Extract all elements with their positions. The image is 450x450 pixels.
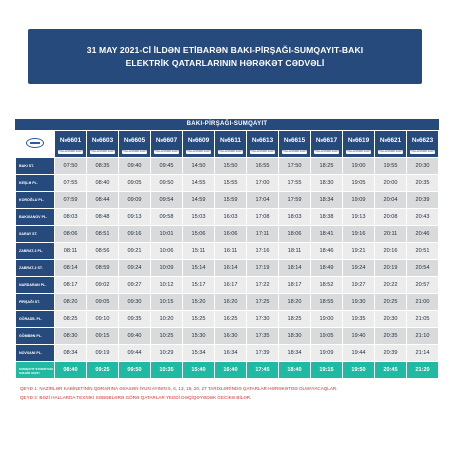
train-header-row [16, 131, 438, 157]
train-number: №6601 [59, 137, 82, 144]
train-sub-label: YOLLAYANDIR SAATI [58, 150, 83, 153]
departure-time: 10:25 [151, 328, 182, 344]
departure-time: 10:29 [151, 345, 182, 361]
departure-time: 17:16 [247, 243, 278, 259]
departure-time: 20:22 [375, 277, 406, 293]
adY-logo-icon [26, 138, 44, 148]
departure-time: 09:54 [151, 192, 182, 208]
schedule-row [16, 226, 438, 242]
train-sub-label: YOLLAYANDIR SAATI [186, 150, 211, 153]
departure-time: 21:00 [407, 294, 438, 310]
departure-time: 20:08 [375, 209, 406, 225]
departure-time: 09:02 [87, 277, 118, 293]
departure-time: 09:35 [119, 311, 150, 327]
departure-time: 08:03 [55, 209, 86, 225]
departure-time: 15:59 [215, 192, 246, 208]
departure-time: 10:20 [151, 311, 182, 327]
departure-time: 18:14 [279, 260, 310, 276]
departure-time: 17:50 [279, 158, 310, 174]
schedule-row [16, 260, 438, 276]
note-2: QEYD 2: BƏZİ HALLARDA TEXNİKİ SƏBƏBLƏRƏ GÖRƏ QATARLAR YEDDİ DƏQİQƏYƏDƏK GECİKƏ BİLƏR. [20, 395, 252, 400]
departure-time: 18:11 [279, 243, 310, 259]
station-name: BAKI ST. [16, 158, 54, 174]
arrival-time: 17:45 [247, 362, 278, 378]
departure-time: 08:06 [55, 226, 86, 242]
station-name: PİRŞAĞI ST. [16, 294, 54, 310]
arrival-time: 09:50 [119, 362, 150, 378]
departure-time: 10:06 [151, 243, 182, 259]
departure-time: 17:19 [247, 260, 278, 276]
departure-time: 09:19 [87, 345, 118, 361]
departure-time: 09:13 [119, 209, 150, 225]
departure-time: 09:05 [87, 294, 118, 310]
departure-time: 15:34 [183, 345, 214, 361]
departure-time: 08:11 [55, 243, 86, 259]
departure-time: 08:51 [87, 226, 118, 242]
train-header [343, 131, 374, 157]
train-sub-label: YOLLAYANDIR SAATI [90, 150, 115, 153]
departure-time: 08:25 [55, 311, 86, 327]
departure-time: 20:43 [407, 209, 438, 225]
departure-time: 16:20 [215, 294, 246, 310]
departure-time: 18:25 [311, 158, 342, 174]
title-line-1: 31 MAY 2021-Cİ İLDƏN ETİBARƏN BAKI-PİRŞAĞI-SUMQAYIT-BAKI [86, 44, 364, 55]
train-number: №6607 [155, 137, 178, 144]
arrival-time: 09:25 [87, 362, 118, 378]
departure-time: 20:25 [375, 294, 406, 310]
departure-time: 10:12 [151, 277, 182, 293]
departure-time: 09:45 [151, 158, 182, 174]
departure-time: 15:11 [183, 243, 214, 259]
departure-time: 17:04 [247, 192, 278, 208]
departure-time: 09:10 [87, 311, 118, 327]
departure-time: 07:50 [55, 158, 86, 174]
schedule-row [16, 175, 438, 191]
station-name: BAKIXANOV PL. [16, 209, 54, 225]
train-number: №6613 [251, 137, 274, 144]
departure-time: 19:40 [343, 328, 374, 344]
arrival-time: 18:40 [279, 362, 310, 378]
train-sub-label: YOLLAYANDIR SAATI [282, 150, 307, 153]
train-sub-label: YOLLAYANDIR SAATI [314, 150, 339, 153]
departure-time: 08:56 [87, 243, 118, 259]
arrival-time: 20:45 [375, 362, 406, 378]
departure-time: 08:35 [87, 158, 118, 174]
departure-time: 09:27 [119, 277, 150, 293]
departure-time: 08:20 [55, 294, 86, 310]
departure-time: 18:34 [279, 345, 310, 361]
departure-time: 08:14 [55, 260, 86, 276]
departure-time: 18:17 [279, 277, 310, 293]
station-name: ZABRAT-2 PL. [16, 243, 54, 259]
departure-time: 18:06 [279, 226, 310, 242]
schedule-row [16, 311, 438, 327]
departure-time: 19:27 [343, 277, 374, 293]
departure-time: 07:55 [55, 175, 86, 191]
departure-time: 19:05 [311, 328, 342, 344]
train-number: №6621 [379, 137, 402, 144]
departure-time: 18:49 [311, 260, 342, 276]
departure-time: 17:00 [247, 175, 278, 191]
departure-time: 07:59 [55, 192, 86, 208]
arrival-time: 16:40 [215, 362, 246, 378]
departure-time: 08:40 [87, 175, 118, 191]
departure-time: 19:13 [343, 209, 374, 225]
departure-time: 18:30 [279, 328, 310, 344]
departure-time: 19:30 [343, 294, 374, 310]
departure-time: 09:16 [119, 226, 150, 242]
departure-time: 09:24 [119, 260, 150, 276]
departure-time: 20:11 [375, 226, 406, 242]
departure-time: 16:03 [215, 209, 246, 225]
departure-time: 19:21 [343, 243, 374, 259]
station-name: GÖRADİL PL. [16, 311, 54, 327]
train-number: №6609 [187, 137, 210, 144]
departure-time: 15:30 [183, 328, 214, 344]
notes-section [20, 384, 435, 402]
train-number: №6611 [220, 137, 241, 144]
train-header [151, 131, 182, 157]
departure-time: 20:19 [375, 260, 406, 276]
departure-time: 21:10 [407, 328, 438, 344]
departure-time: 19:35 [343, 311, 374, 327]
station-name: NOVXANI PL. [16, 345, 54, 361]
station-name: NARDARAN PL. [16, 277, 54, 293]
departure-time: 20:54 [407, 260, 438, 276]
departure-time: 16:30 [215, 328, 246, 344]
departure-time: 17:22 [247, 277, 278, 293]
train-sub-label: YOLLAYANDIR SAATI [378, 150, 403, 153]
departure-time: 08:30 [55, 328, 86, 344]
departure-time: 19:44 [343, 345, 374, 361]
schedule-title-banner [28, 29, 422, 84]
arrival-time: 15:40 [183, 362, 214, 378]
departure-time: 20:00 [375, 175, 406, 191]
departure-time: 09:58 [151, 209, 182, 225]
train-number: №6605 [123, 137, 146, 144]
logo-cell [16, 131, 54, 157]
train-header [183, 131, 214, 157]
train-header [375, 131, 406, 157]
schedule-row [16, 243, 438, 259]
departure-time: 20:30 [375, 311, 406, 327]
train-sub-label: YOLLAYANDIR SAATI [250, 150, 275, 153]
train-header [407, 131, 438, 157]
train-header [311, 131, 342, 157]
schedule-row [16, 294, 438, 310]
train-number: №6617 [315, 137, 338, 144]
departure-time: 15:20 [183, 294, 214, 310]
arrival-row [16, 362, 438, 378]
departure-time: 15:14 [183, 260, 214, 276]
departure-time: 16:14 [215, 260, 246, 276]
departure-time: 09:21 [119, 243, 150, 259]
departure-time: 15:50 [215, 158, 246, 174]
departure-time: 09:09 [119, 192, 150, 208]
train-header [247, 131, 278, 157]
departure-time: 19:05 [343, 175, 374, 191]
departure-time: 14:50 [183, 158, 214, 174]
departure-time: 09:40 [119, 158, 150, 174]
departure-time: 20:57 [407, 277, 438, 293]
schedule-row [16, 345, 438, 361]
departure-time: 18:25 [279, 311, 310, 327]
station-name: KOROĞLU PL. [16, 192, 54, 208]
train-header [279, 131, 310, 157]
departure-time: 17:11 [247, 226, 278, 242]
train-header [87, 131, 118, 157]
departure-time: 21:14 [407, 345, 438, 361]
station-name: KEŞLƏ PL. [16, 175, 54, 191]
train-sub-label: YOLLAYANDIR SAATI [154, 150, 179, 153]
departure-time: 20:04 [375, 192, 406, 208]
departure-time: 10:01 [151, 226, 182, 242]
departure-time: 15:17 [183, 277, 214, 293]
arrival-time: 21:20 [407, 362, 438, 378]
departure-time: 18:55 [311, 294, 342, 310]
departure-time: 20:30 [407, 158, 438, 174]
departure-time: 17:25 [247, 294, 278, 310]
departure-time: 17:55 [279, 175, 310, 191]
departure-time: 09:05 [119, 175, 150, 191]
schedule-table [15, 130, 439, 379]
departure-time: 18:20 [279, 294, 310, 310]
departure-time: 15:03 [183, 209, 214, 225]
departure-time: 14:59 [183, 192, 214, 208]
departure-time: 16:55 [247, 158, 278, 174]
arrival-time: 08:40 [55, 362, 86, 378]
train-number: №6623 [411, 137, 434, 144]
departure-time: 21:05 [407, 311, 438, 327]
departure-time: 15:55 [215, 175, 246, 191]
departure-time: 17:59 [279, 192, 310, 208]
departure-time: 09:50 [151, 175, 182, 191]
departure-time: 19:55 [375, 158, 406, 174]
departure-time: 18:52 [311, 277, 342, 293]
departure-time: 15:25 [183, 311, 214, 327]
departure-time: 18:41 [311, 226, 342, 242]
departure-time: 16:25 [215, 311, 246, 327]
departure-time: 17:35 [247, 328, 278, 344]
departure-time: 20:35 [375, 328, 406, 344]
departure-time: 17:30 [247, 311, 278, 327]
departure-time: 15:06 [183, 226, 214, 242]
departure-time: 16:34 [215, 345, 246, 361]
train-number: №6603 [91, 137, 114, 144]
departure-time: 20:16 [375, 243, 406, 259]
departure-time: 09:30 [119, 294, 150, 310]
departure-time: 16:11 [215, 243, 246, 259]
departure-time: 18:34 [311, 192, 342, 208]
departure-time: 19:09 [311, 345, 342, 361]
departure-time: 16:06 [215, 226, 246, 242]
departure-time: 08:17 [55, 277, 86, 293]
train-header [119, 131, 150, 157]
station-name: GÖMBƏN PL. [16, 328, 54, 344]
departure-time: 20:35 [407, 175, 438, 191]
arrival-station-name: SUMQAYIT STANSİYASI GƏLMƏ VAXTI [16, 362, 54, 378]
schedule-row [16, 209, 438, 225]
departure-time: 20:39 [407, 192, 438, 208]
departure-time: 09:40 [119, 328, 150, 344]
departure-time: 17:08 [247, 209, 278, 225]
station-name: ZABRAT-2 ST. [16, 260, 54, 276]
departure-time: 09:15 [87, 328, 118, 344]
train-sub-label: YOLLAYANDIR SAATI [218, 150, 243, 153]
schedule-row [16, 328, 438, 344]
route-title: BAKI-PİRŞAĞI-SUMQAYIT [15, 119, 439, 130]
departure-time: 08:44 [87, 192, 118, 208]
arrival-time: 19:50 [343, 362, 374, 378]
train-number: №6619 [347, 137, 370, 144]
departure-time: 18:46 [311, 243, 342, 259]
departure-time: 10:15 [151, 294, 182, 310]
note-1: QEYD 1: NAZİRLƏR KABİNETİNİN QƏRARINA ƏSASƏN İYUN AYININ 5, 6, 13, 19, 20, 27 TARİXLƏRİNDƏ QATARLAR HƏRƏKƏTDƏ OLMAYACAQLAR. [20, 386, 338, 391]
train-sub-label: YOLLAYANDIR SAATI [346, 150, 371, 153]
departure-time: 08:48 [87, 209, 118, 225]
arrival-time: 10:35 [151, 362, 182, 378]
departure-time: 16:17 [215, 277, 246, 293]
departure-time: 08:34 [55, 345, 86, 361]
station-name: SARAY ST. [16, 226, 54, 242]
arrival-time: 19:15 [311, 362, 342, 378]
train-header [215, 131, 246, 157]
departure-time: 19:00 [343, 158, 374, 174]
departure-time: 17:39 [247, 345, 278, 361]
departure-time: 19:09 [343, 192, 374, 208]
train-number: №6615 [283, 137, 306, 144]
schedule-row [16, 192, 438, 208]
departure-time: 14:55 [183, 175, 214, 191]
train-sub-label: YOLLAYANDIR SAATI [122, 150, 147, 153]
train-header [55, 131, 86, 157]
departure-time: 18:03 [279, 209, 310, 225]
departure-time: 18:30 [311, 175, 342, 191]
departure-time: 19:16 [343, 226, 374, 242]
schedule-row [16, 277, 438, 293]
title-line-2: ELEKTRİK QATARLARININ HƏRƏKƏT CƏDVƏLİ [125, 57, 325, 68]
schedule-row [16, 158, 438, 174]
departure-time: 19:24 [343, 260, 374, 276]
departure-time: 20:39 [375, 345, 406, 361]
departure-time: 20:46 [407, 226, 438, 242]
departure-time: 08:59 [87, 260, 118, 276]
schedule-table-wrap [15, 119, 439, 379]
departure-time: 20:51 [407, 243, 438, 259]
departure-time: 19:00 [311, 311, 342, 327]
departure-time: 09:44 [119, 345, 150, 361]
departure-time: 10:09 [151, 260, 182, 276]
departure-time: 18:38 [311, 209, 342, 225]
train-sub-label: YOLLAYANDIR SAATI [410, 150, 435, 153]
